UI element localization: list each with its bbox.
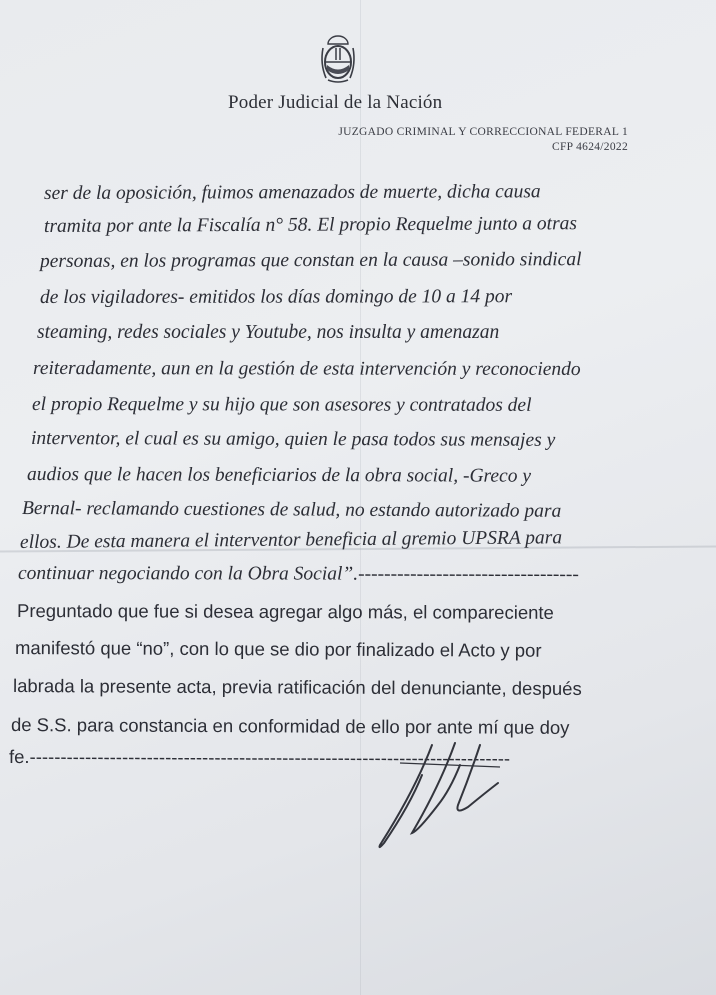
juzgado-name: JUZGADO CRIMINAL Y CORRECCIONAL FEDERAL 1 <box>338 126 628 138</box>
body-line: el propio Requelme y su hijo que son asesores y contratados del <box>31 394 532 416</box>
body-line: ser de la oposición, fuimos amenazados de muerte, dicha causa <box>43 181 541 204</box>
body-line: fe.------------------------------------------------------------------------------ <box>8 746 511 769</box>
court-name: Poder Judicial de la Nación <box>228 92 443 113</box>
body-line: Bernal- reclamando cuestiones de salud, no estando autorizado para <box>21 498 562 522</box>
coat-of-arms-icon <box>318 34 358 86</box>
body-line: labrada la presente acta, previa ratificación del denunciante, después <box>12 675 582 699</box>
body-line: ellos. De esta manera el interventor beneficia al gremio UPSRA para <box>19 527 563 553</box>
body-line: steaming, redes sociales y Youtube, nos insulta y amenazan <box>37 322 500 343</box>
body-line: de los vigiladores- emitidos los días domingo de 10 a 14 por <box>39 286 513 308</box>
body-line: de S.S. para constancia en conformidad de ello por ante mí que doy <box>10 714 570 738</box>
court-header-block <box>338 125 628 155</box>
body-line: manifestó que “no”, con lo que se dio por finalizado el Acto y por <box>14 637 542 661</box>
case-number: CFP 4624/2022 <box>551 141 628 153</box>
body-line: personas, en los programas que constan en la causa –sonido sindical <box>39 249 582 272</box>
body-line: continuar negociando con la Obra Social”.---------------------------------- <box>17 563 579 585</box>
body-line: Preguntado que fue si desea agregar algo más, el compareciente <box>16 600 554 623</box>
body-line: audios que le hacen los beneficiarios de la obra social, -Greco y <box>26 464 532 487</box>
handwritten-signature <box>360 735 510 855</box>
body-line: interventor, el cual es su amigo, quien le pasa todos sus mensajes y <box>30 428 556 451</box>
body-line: reiteradamente, aun en la gestión de esta intervención y reconociendo <box>32 358 581 380</box>
body-line: tramita por ante la Fiscalía n° 58. El propio Requelme junto a otras <box>43 213 578 237</box>
